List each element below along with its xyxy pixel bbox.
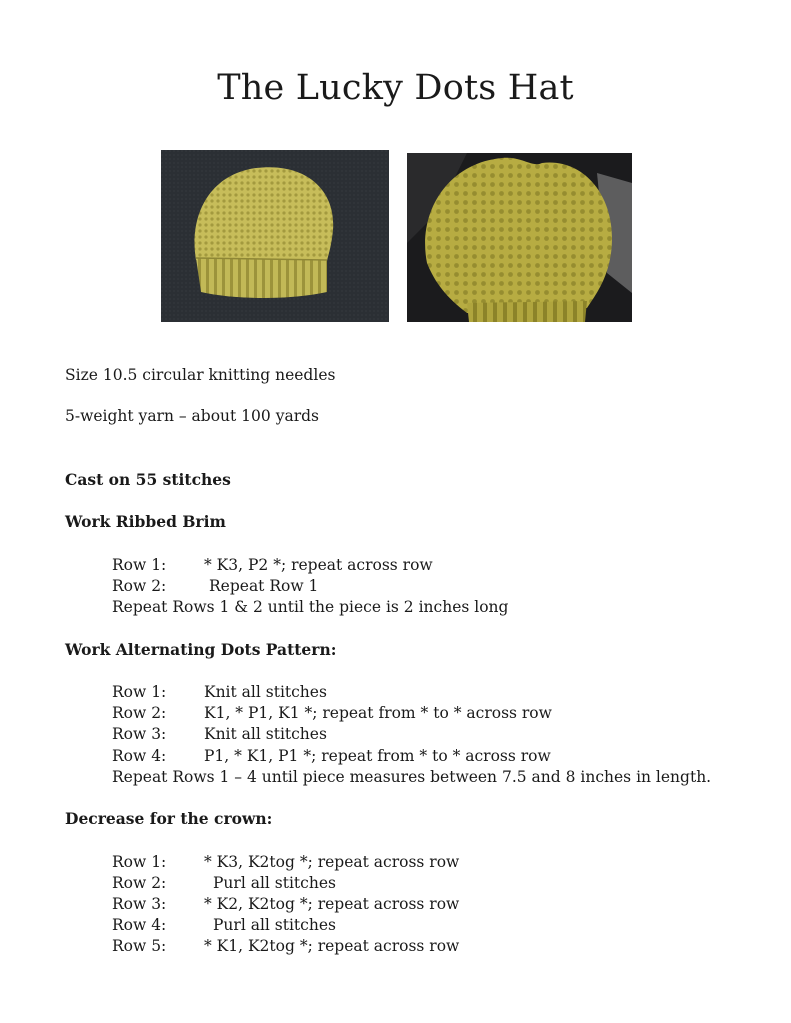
- dots-row-text: Knit all stitches: [204, 725, 327, 743]
- crown-row-text: Purl all stitches: [213, 916, 336, 934]
- crown-row-label: Row 5:: [112, 937, 167, 955]
- dots-row-text: K1, * P1, K1 *; repeat from * to * across row: [204, 704, 552, 722]
- dots-row-text: P1, * K1, P1 *; repeat from * to * across row: [204, 747, 551, 765]
- brim-row-label: Row 1:: [112, 556, 167, 574]
- dots-row-label: Row 4:: [112, 747, 167, 765]
- crown-row-label: Row 3:: [112, 895, 167, 913]
- dots-row-label: Row 1:: [112, 683, 167, 701]
- yarn-text: 5-weight yarn – about 100 yards: [65, 407, 319, 425]
- brim-repeat-text: Repeat Rows 1 & 2 until the piece is 2 inches long: [112, 598, 509, 616]
- crown-row-text: * K1, K2tog *; repeat across row: [204, 937, 460, 955]
- crown-heading: Decrease for the crown:: [65, 809, 273, 828]
- brim-row-label: Row 2:: [112, 577, 167, 595]
- crown-row-text: Purl all stitches: [213, 874, 336, 892]
- dots-heading: Work Alternating Dots Pattern:: [65, 640, 337, 659]
- cast-on-heading: Cast on 55 stitches: [65, 470, 231, 489]
- brim-row-text: * K3, P2 *; repeat across row: [204, 556, 433, 574]
- brim-row-text: Repeat Row 1: [209, 577, 319, 595]
- dots-row-label: Row 3:: [112, 725, 167, 743]
- page-title: The Lucky Dots Hat: [217, 68, 574, 108]
- crown-row-label: Row 4:: [112, 916, 167, 934]
- hat-flat-photo: [161, 150, 389, 322]
- dots-row-text: Knit all stitches: [204, 683, 327, 701]
- brim-heading: Work Ribbed Brim: [65, 512, 226, 531]
- crown-row-text: * K2, K2tog *; repeat across row: [204, 895, 460, 913]
- crown-row-label: Row 1:: [112, 853, 167, 871]
- dots-row-label: Row 2:: [112, 704, 167, 722]
- needles-text: Size 10.5 circular knitting needles: [65, 366, 336, 384]
- crown-row-text: * K3, K2tog *; repeat across row: [204, 853, 460, 871]
- hat-closeup-photo: [407, 153, 632, 322]
- dots-repeat-text: Repeat Rows 1 – 4 until piece measures between 7.5 and 8 inches in length.: [112, 768, 712, 786]
- crown-row-label: Row 2:: [112, 874, 167, 892]
